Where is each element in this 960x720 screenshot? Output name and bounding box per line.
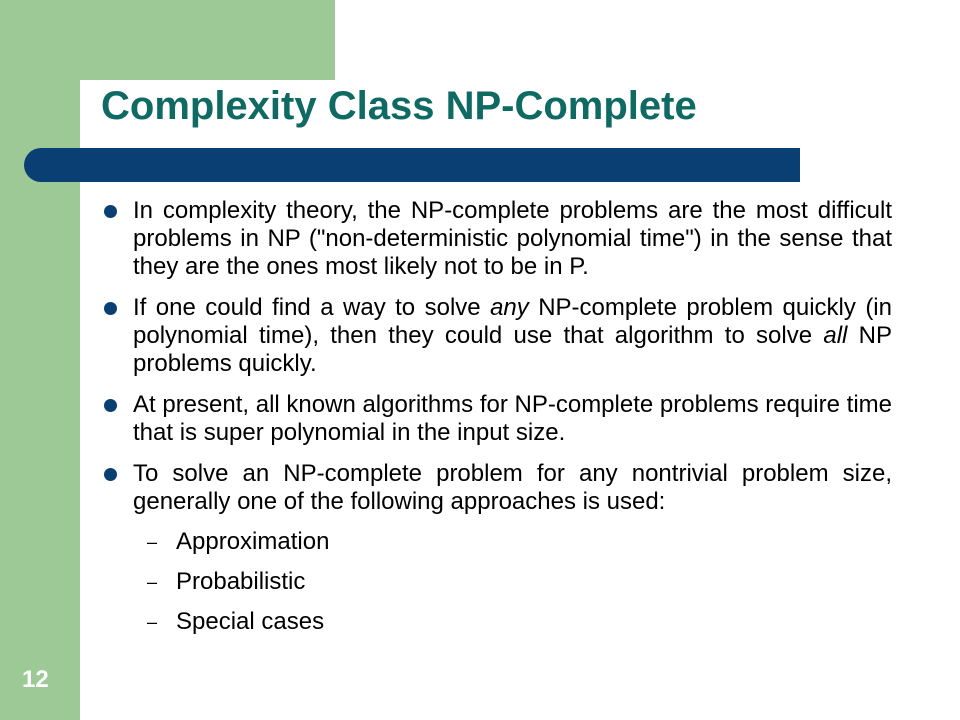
sub-list-item <box>133 608 892 648</box>
bullet-item <box>102 197 892 281</box>
dash-marker: – <box>147 532 158 552</box>
bullet-text: At present, all known algorithms for NP-complete problems require time that is super polynomial in the input size. <box>133 391 892 446</box>
bullet-item <box>102 460 892 648</box>
bullet-item <box>102 391 892 447</box>
bullet-text: If one could find a way to solve any NP-complete problem quickly (in polynomial time), then they could use that algorithm to solve all NP problems quickly. <box>133 294 892 377</box>
sub-item-text: Approximation <box>176 528 330 555</box>
left-accent-band <box>0 0 80 720</box>
title-underline-bar <box>24 148 800 182</box>
slide-title: Complexity Class NP-Complete <box>101 84 697 128</box>
sub-item-text: Special cases <box>176 608 325 635</box>
sub-list-item <box>133 568 892 608</box>
bullet-text: In complexity theory, the NP-complete problems are the most difficult problems in NP ("non-deterministic polynomial time") in the sense that they are the ones most likely not to be in P. <box>133 197 892 280</box>
dash-marker: – <box>147 612 158 632</box>
approach-sub-list <box>133 528 892 648</box>
bullet-text: To solve an NP-complete problem for any nontrivial problem size, generally one of the following approaches is used: <box>133 460 892 515</box>
sub-list-item <box>133 528 892 568</box>
bullet-list <box>102 197 892 661</box>
emphasis-any: any <box>490 294 529 321</box>
slide-page-number: 12 <box>22 666 49 693</box>
bullet-dot-icon <box>104 468 117 481</box>
bullet-dot-icon <box>104 302 117 315</box>
bullet-dot-icon <box>104 399 117 412</box>
sub-item-text: Probabilistic <box>176 568 306 595</box>
bullet-item <box>102 294 892 378</box>
dash-marker: – <box>147 572 158 592</box>
top-accent-band <box>0 0 335 80</box>
bullet-dot-icon <box>104 205 117 218</box>
emphasis-all: all <box>823 322 848 349</box>
